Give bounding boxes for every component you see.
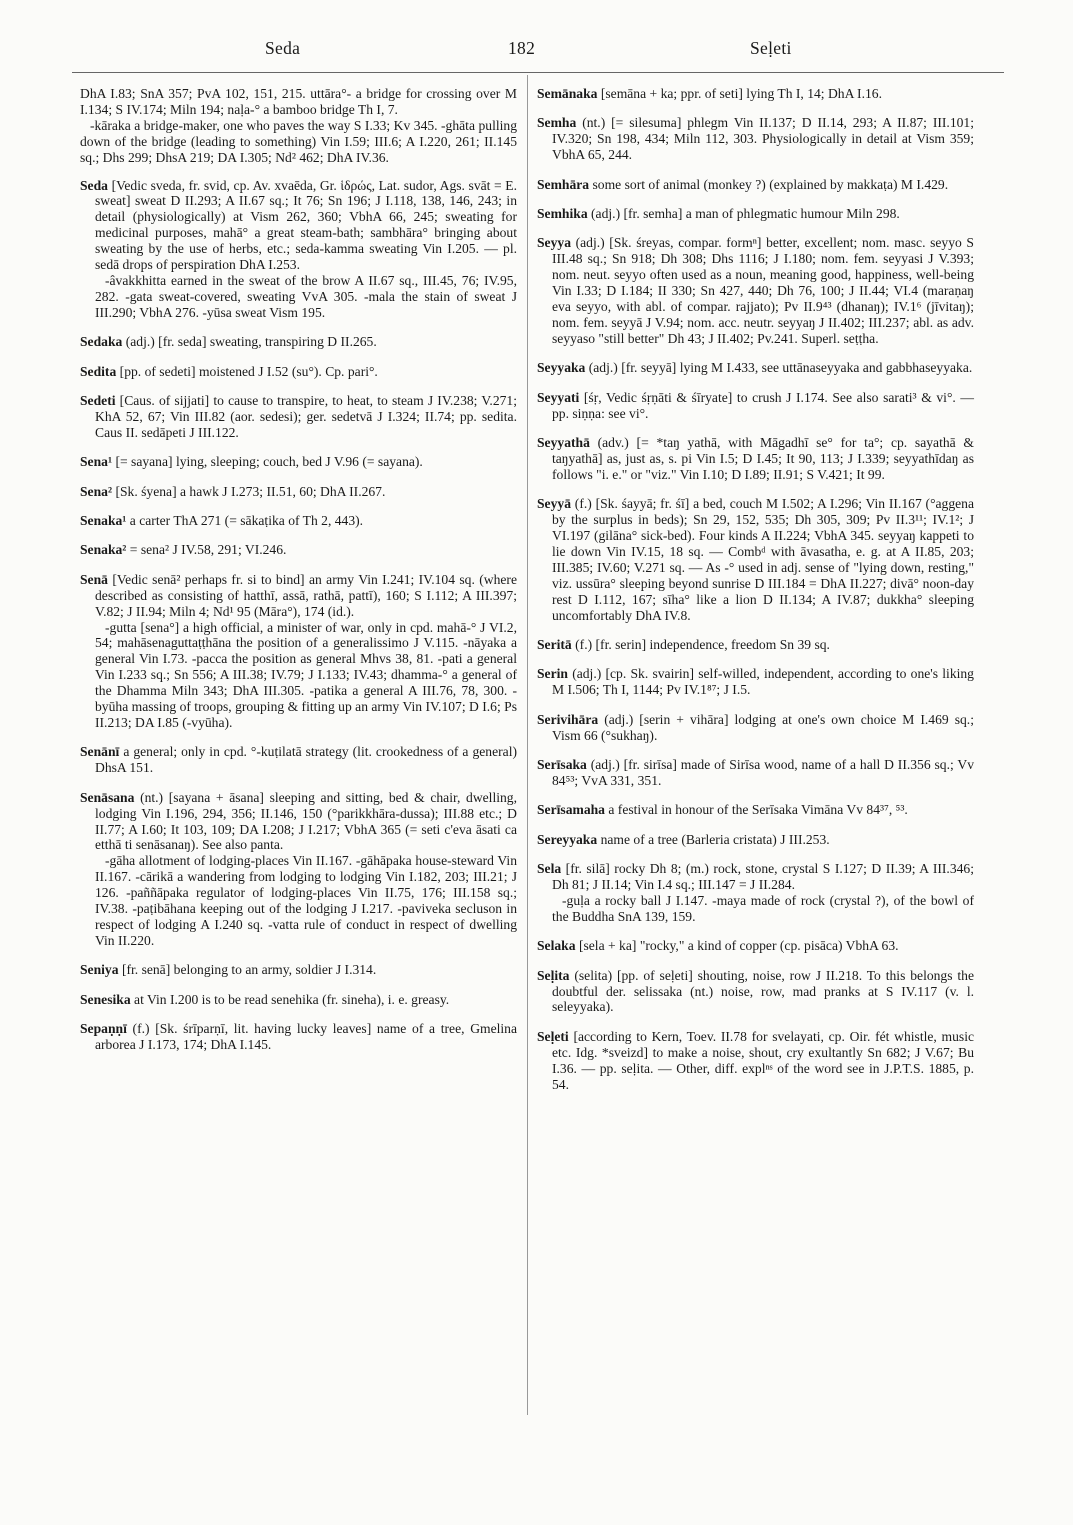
entry-body: (adj.) [fr. seda] sweating, transpiring D II.265.	[125, 334, 377, 350]
entry-headword: Senāsana	[80, 789, 135, 805]
dictionary-entry	[537, 757, 974, 789]
entry-compounds: -âvakkhitta earned in the sweat of the brow A II.67 sq., III.45, 76; IV.95, 282. -gata sweat-covered, sweating VvA 305. -mala the stain of sweat J III.290; VbhA 276. -yūsa sweat Vism 195.	[95, 272, 517, 320]
dictionary-entry	[537, 235, 974, 346]
dictionary-entry	[80, 393, 517, 441]
entry-headword: Sela	[537, 861, 562, 877]
entry-body: (adj.) [serin + vihāra] lodging at one's own choice M I.469 sq.; Vism 66 (°sukhaŋ).	[552, 711, 974, 743]
entry-body: [śṛ, Vedic śṛṇāti & śīryate] to crush J I.174. See also sarati³ & vi°. — pp. siṇṇa: see vi°.	[552, 389, 974, 421]
dictionary-entry	[537, 637, 974, 653]
dictionary-entry	[537, 666, 974, 698]
entry-body: name of a tree (Barleria cristata) J III.253.	[600, 831, 830, 847]
entry-body: = sena² J IV.58, 291; VI.246.	[129, 542, 287, 558]
dictionary-entry	[537, 802, 974, 818]
entry-headword: Senesika	[80, 991, 131, 1007]
dictionary-entry	[537, 360, 974, 376]
entry-body: [fr. senā] belonging to an army, soldier J I.314.	[121, 962, 377, 978]
entry-body: (adj.) [fr. seyyā] lying M I.433, see uttānaseyyaka and gabbhaseyyaka.	[588, 360, 973, 376]
entry-headword: Serīsaka	[537, 757, 587, 772]
dictionary-entry	[537, 1029, 974, 1093]
dictionary-entry	[537, 435, 974, 483]
entry-body: some sort of animal (monkey ?) (explained by makkaṭa) M I.429.	[592, 176, 949, 192]
dictionary-entry	[80, 454, 517, 470]
dictionary-entry	[80, 744, 517, 776]
entry-body: (f.) [Sk. śayyā; fr. śī] a bed, couch M I.502; A I.296; Vin II.167 (°aggena by the surplus in beds); Sn 29, 152, 535; Dh 305, 309; Pv II.3¹¹; IV.1²; J VI.197 (gilāna° sick-bed). Four kinds A II.224; VbhA 345. seyyaŋ kappeti to lie down Vin IV.15, 18 sq. — Combᵈ with āvasatha, e. g. at A II.85, 203; III.385; IV.60; V.271 sq. — As -° used in adj. sense of "lying down, resting," viz. ussūra° sleeping beyond sunrise D III.184 = DhA II.227; divā° noon-day rest D I.112, 167; sīha° like a lion D II.134; A IV.87; dukkha° sleeping uncomfortably DhA IV.8.	[552, 496, 975, 623]
right-column	[537, 86, 974, 1106]
entry-body: [sela + ka] "rocky," a kind of copper (cp. pisāca) VbhA 63.	[578, 938, 899, 954]
entry-body: (nt.) [sayana + āsana] sleeping and sitting, bed & chair, dwelling, lodging Vin I.196, 294, 356; II.146, 150 (°parikkhāra-dussa); III.88 etc.; D II.77; A I.60; It 103, 109; DA I.208; J I.217; VbhA 365 (= seti c'eva āsati ca etthā ti senāsanaŋ). See also panta.	[95, 789, 517, 853]
entry-body: [according to Kern, Toev. II.78 for svelayati, cp. Oir. fét whistle, music etc. Idg. *sveizd] to make a noise, shout, cry exultantly Sn 682; J V.67; Bu I.36. — pp. seḷita. — Other, diff. explⁿˢ of the word see in J.P.T.S. 1885, p. 54.	[552, 1028, 974, 1092]
entry-body: [fr. silā] rocky Dh 8; (m.) rock, stone, crystal S I.127; D II.39; A III.346; Dh 81; J II.14; Vin I.4 sq.; III.147 = J II.284.	[552, 861, 974, 893]
dictionary-entry	[537, 206, 974, 222]
entry-headword: Seyyā	[537, 496, 571, 512]
dictionary-entry	[80, 334, 517, 350]
entry-body: (f.) [fr. serin] independence, freedom Sn 39 sq.	[575, 636, 830, 652]
dictionary-entry	[537, 115, 974, 163]
entry-headword: Serīsamaha	[537, 802, 605, 818]
dictionary-entry	[80, 513, 517, 529]
left-column	[80, 86, 517, 1066]
entry-headword: Sepaṇṇī	[80, 1021, 127, 1037]
header-right-word: Seḷeti	[750, 38, 792, 58]
entry-body: [pp. of sedeti] moistened J I.52 (su°). Cp. pari°.	[119, 363, 378, 379]
dictionary-entry	[537, 712, 974, 744]
page-number: 182	[508, 38, 536, 58]
header-rule	[72, 72, 1004, 73]
dictionary-entry	[80, 364, 517, 380]
entry-headword: Seritā	[537, 636, 572, 652]
column-divider	[527, 75, 528, 1415]
dictionary-entry	[80, 572, 517, 731]
dictionary-entry	[537, 832, 974, 848]
entry-headword: Seyyathā	[537, 435, 590, 450]
entry-body: (adj.) [cp. Sk. svairin] self-willed, independent, according to one's liking M I.506; Th I, 1144; Pv IV.1⁸⁷; J I.5.	[552, 666, 974, 698]
dictionary-entry	[537, 968, 974, 1016]
entry-headword: Serin	[537, 666, 568, 682]
entry-body: [Sk. śyena] a hawk J I.273; II.51, 60; DhA II.267.	[115, 483, 386, 499]
entry-headword: Seḷeti	[537, 1028, 569, 1044]
entry-body: a festival in honour of the Serīsaka Vimāna Vv 84³⁷, ⁵³.	[608, 802, 908, 818]
dictionary-entry	[537, 390, 974, 422]
entry-headword: Senaka¹	[80, 513, 127, 529]
entry-headword: Sedeti	[80, 393, 116, 408]
entry-body: [semāna + ka; ppr. of seti] lying Th I, 14; DhA I.16.	[600, 86, 882, 101]
entry-headword: Senā	[80, 571, 108, 587]
dictionary-entry	[537, 177, 974, 193]
entry-headword: Senānī	[80, 744, 120, 760]
entry-headword: Semha	[537, 115, 577, 131]
entry-body: (selita) [pp. of seḷeti] shouting, noise, row J II.218. To this belongs the doubtful der. selissaka (nt.) noise, row, mad pranks at S IV.117 (v. l. seleyyaka).	[552, 967, 974, 1015]
entry-headword: Sedaka	[80, 334, 123, 350]
entry-headword: Sena²	[80, 483, 113, 499]
entry-headword: Semhāra	[537, 176, 590, 192]
entry-body: a carter ThA 271 (= sākaṭika of Th 2, 443).	[129, 513, 364, 529]
entry-headword: Senaka²	[80, 542, 127, 558]
entry-body: [Vedic sveda, fr. svid, cp. Av. xvaēda, Gr. ἱδρώς, Lat. sudor, Ags. svāt = E. sweat] sweat D II.293; A II.67 sq.; It 76; Sn 196; J I.118, 138, 146, 243; in detail (physiologically) at Vism 262, 360; VbhA 66, 245; sweating for medicinal purposes, mahā° a great steam-bath; sambhāra° bringing about sweating by the use of herbs, etc.; seda-kamma sweating Vin I.205. — pl. sedā drops of perspiration DhA I.253.	[95, 177, 517, 273]
entry-headword: Sedita	[80, 363, 117, 379]
entry-headword: Seniya	[80, 962, 119, 978]
dictionary-entry	[80, 484, 517, 500]
entry-body: [Caus. of sijjati] to cause to transpire, to heat, to steam J IV.238; V.271; KhA 52, 67; Vin III.82 (aor. sedesi); ger. sedetvā J I.324; II.74; pp. sedita. Caus II. sedāpeti J III.122.	[95, 393, 517, 440]
dictionary-entry	[80, 790, 517, 949]
dictionary-entry	[80, 178, 517, 321]
entry-headword: Seda	[80, 177, 108, 193]
dictionary-entry	[80, 542, 517, 558]
entry-compounds: -gāha allotment of lodging-places Vin II.167. -gāhāpaka house-steward Vin II.167. -cārikā a wandering from lodging to lodging Vin I.182, 203; III.21; J 126. -paññāpaka regulator of lodging-places Vin II.75, 176; III.158 sq.; IV.38. -paṭibāhana keeping out of the lodging J I.217. -paviveka secluson in respect of lodging A I.240 sq. -vatta rule of conduct in respect of dwelling Vin II.220.	[95, 853, 517, 948]
entry-headword: Serivihāra	[537, 711, 599, 727]
entry-body: (nt.) [= silesuma] phlegm Vin II.137; D II.14, 293; A II.87; III.101; IV.320; Sn 198, 434; Miln 112, 303. Physiologically in detail at Vism 359; VbhA 65, 244.	[552, 115, 974, 163]
header-left-word: Seda	[265, 38, 301, 58]
dictionary-entry	[537, 86, 974, 102]
entry-headword: Selaka	[537, 938, 576, 954]
dictionary-entry	[537, 496, 974, 623]
entry-body: (adj.) [fr. semha] a man of phlegmatic humour Miln 298.	[591, 206, 900, 222]
entry-headword: Seyyati	[537, 389, 580, 405]
entry-body: (f.) [Sk. śrīparṇī, lit. having lucky leaves] name of a tree, Gmelina arborea J I.173, 174; DhA I.145.	[95, 1021, 517, 1052]
entry-headword: Seyyaka	[537, 360, 586, 376]
entry-body: at Vin I.200 is to be read senehika (fr. sineha), i. e. greasy.	[134, 991, 450, 1007]
dictionary-entry	[537, 861, 974, 925]
entry-body: (adj.) [fr. sirīsa] made of Sirīsa wood, name of a hall D II.356 sq.; Vv 84⁵³; VvA 331, 351.	[552, 757, 974, 788]
entry-headword: Seḷita	[537, 967, 570, 983]
entry-compounds: -gutta [sena°] a high official, a minister of war, only in cpd. mahā-° J VI.2, 54; mahāsenaguttaṭṭhāna the position of a generalissimo J V.115. -nāyaka a general Vin I.73. -pacca the position as general Mhvs 38, 81. -pati a general Vin I.233 sq.; Sn 556; A III.38; IV.79; J I.133; IV.43; dhamma-° a general of the Dhamma Miln 343; DhA III.305. -patika a general A III.76, 78, 300. -byūha massing of troops, grouping & fitting up an army Vin IV.107; D I.6; Ps II.213; DA I.85 (-vyūha).	[95, 619, 517, 730]
entry-body: DhA I.83; SnA 357; PvA 102, 151, 215. uttāra°- a bridge for crossing over M I.134; S IV.174; Miln 194; naḷa-° a bamboo bridge Th I, 7.	[80, 86, 517, 117]
entry-body: (adj.) [Sk. śreyas, compar. formⁿ] better, excellent; nom. masc. seyyo S III.48 sq.; Sn 918; Dh 308; Dhs 1116; J I.180; nom. fem. seyyasi J V.393; nom. neut. seyyo often used as a noun, meaning good, happiness, well-being Vin I.33; D I.184; II 330; Sn 427, 440; Dh 76, 100; J II.44; VI.4 (maraṇaŋ eva seyyo, with abl. of compar. rajjato); Pv II.9⁴³ (dhanaŋ); IV.1⁶ (jīvitaŋ); nom. fem. seyyā J V.94; nom. acc. neutr. seyyaŋ J II.402; III.237; abl. as adv. seyyaso "still better" Dh 43; J II.402; Pv.241. Superl. seṭṭha.	[552, 235, 974, 346]
dictionary-entry	[80, 86, 517, 166]
entry-body: a general; only in cpd. °-kuṭilatā strategy (lit. crookedness of a general) DhsA 151.	[95, 744, 517, 776]
entry-body: [Vedic senā² perhaps fr. si to bind] an army Vin I.241; IV.104 sq. (where described as consisting of hatthī, assā, rathā, pattī), 160; S I.112; A III.397; V.82; J II.94; Miln 4; Nd¹ 95 (Māra°), 174 (id.).	[95, 571, 517, 619]
entry-compounds: -guḷa a rocky ball J I.147. -maya made of rock (crystal ?), of the bowl of the Buddha SnA 139, 159.	[552, 892, 974, 924]
entry-body: (adv.) [= *taŋ yathā, with Māgadhī se° for ta°; cp. sayathā & taŋyathā] as, just as, s. pi Vin I.5; D I.45; It 90, 113; J I.339; seyyathīdaŋ as follows "i. e." or "viz." Vin I.10; D I.89; II.91; S V.421; It 99.	[552, 435, 974, 482]
dictionary-entry	[80, 992, 517, 1008]
entry-headword: Semhika	[537, 206, 588, 222]
entry-compounds: -kāraka a bridge-maker, one who paves the way S I.33; Kv 345. -ghāta pulling down of the bridge (leading to something) Vin I.59; III.6; A I.220, 261; II.145 sq.; Dhs 299; DhsA 219; DA I.305; Nd² 462; DhA IV.36.	[80, 117, 517, 165]
dictionary-entry	[80, 962, 517, 978]
entry-headword: Semānaka	[537, 86, 598, 101]
entry-headword: Seyya	[537, 235, 571, 251]
entry-body: [= sayana] lying, sleeping; couch, bed J V.96 (= sayana).	[115, 454, 423, 470]
dictionary-entry	[80, 1021, 517, 1053]
running-header	[80, 38, 993, 68]
entry-headword: Sereyyaka	[537, 831, 598, 847]
dictionary-entry	[537, 938, 974, 954]
entry-headword: Sena¹	[80, 454, 113, 470]
